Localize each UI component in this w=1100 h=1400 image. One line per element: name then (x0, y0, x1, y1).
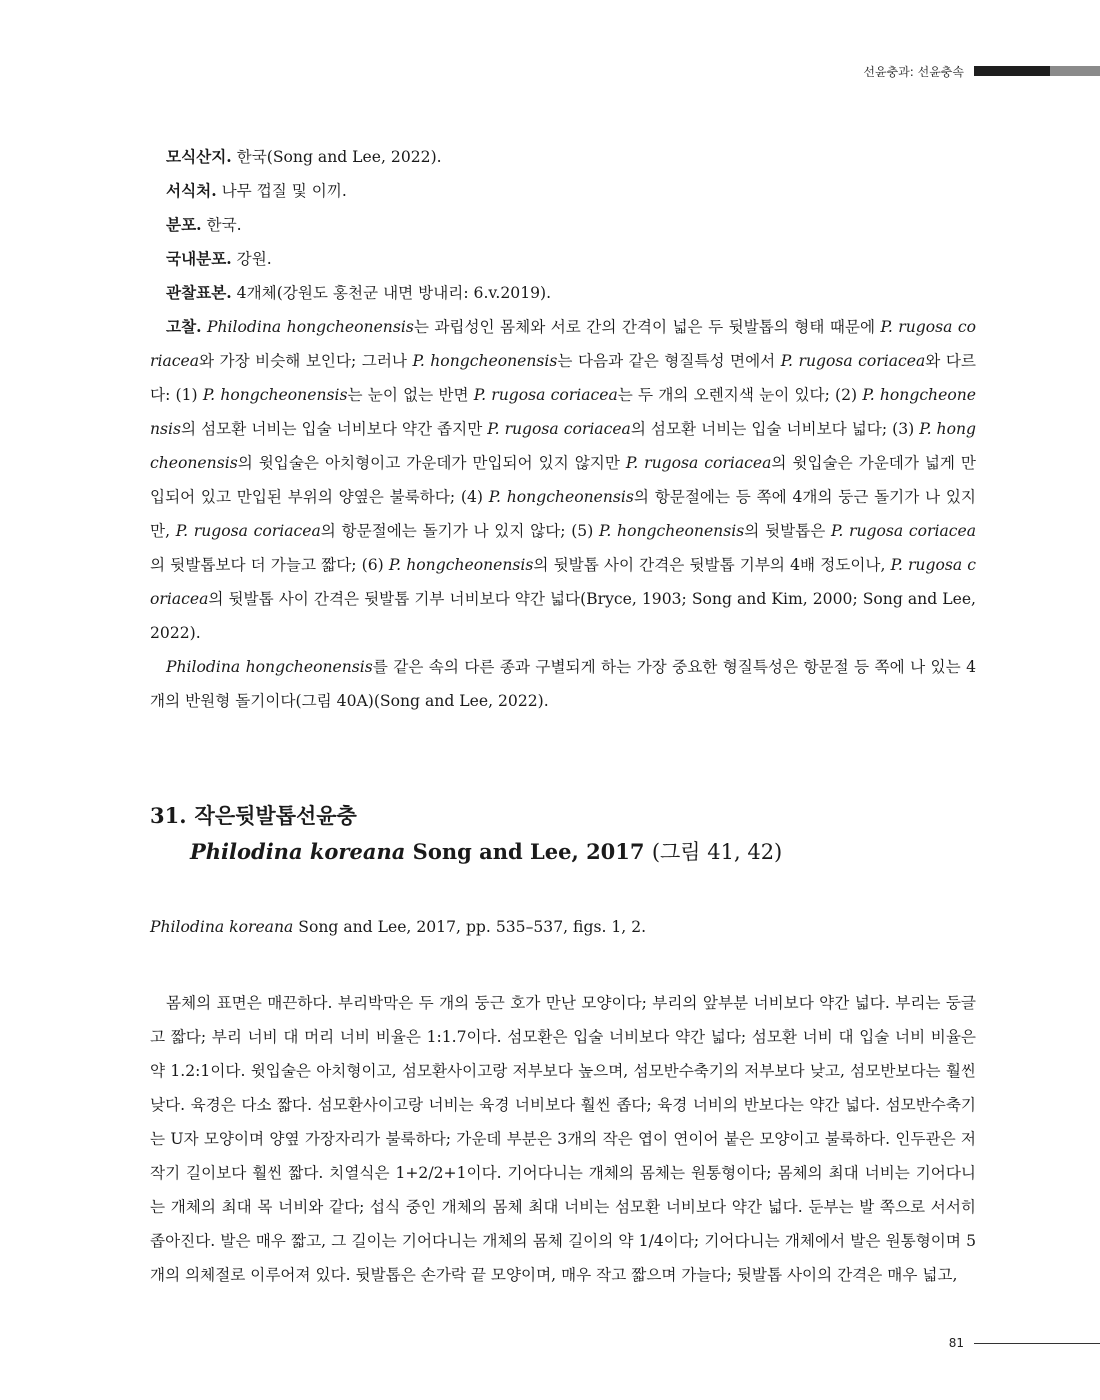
running-head-bar-dark (974, 66, 1050, 76)
text-run: 의 항문절에는 돌기가 나 있지 않다; (5) (320, 522, 600, 540)
entry-list (150, 140, 976, 310)
running-head (863, 62, 1100, 80)
running-head-bar-gray (1050, 66, 1100, 76)
species-name-run: P. hongcheonensis (202, 386, 348, 404)
entry-habitat (150, 174, 976, 208)
text-run: 는 다음과 같은 형질특성 면에서 (557, 352, 781, 370)
species-name-run: P. rugosa coriacea (473, 386, 618, 404)
text-run: 의 섬모환 너비는 입술 너비보다 넓다; (3) (630, 420, 920, 438)
species-name-run: Philodina hongcheonensis (207, 318, 414, 336)
entry-text: 4개체(강원도 홍천군 내면 방내리: 6.v.2019). (231, 284, 552, 302)
text-run: 의 뒷발톱은 (744, 522, 831, 540)
section-scientific-heading (150, 834, 976, 870)
entry-label: 서식처. (166, 181, 217, 200)
discussion-paragraph (150, 310, 976, 650)
species-name-run: P. hongcheonensis (412, 352, 558, 370)
section-number: 31. (150, 803, 187, 828)
text-run: 와 다르다: (1) (150, 352, 976, 404)
species-name-run: P. rugosa coriacea (625, 454, 772, 472)
entry-distribution (150, 208, 976, 242)
species-name-run: P. rugosa coriacea (780, 352, 926, 370)
discussion-paragraph-2 (150, 650, 976, 718)
entry-label: 모식산지. (166, 147, 232, 166)
text-run: 의 뒷발톱 사이 간격은 뒷발톱 기부 너비보다 약간 넓다(Bryce, 1903; Song and Kim, 2000; Song and Lee, 2022). (150, 590, 976, 642)
text-run: 의 항문절에는 등 쪽에 4개의 둥근 돌기가 나 있지만, (150, 488, 976, 540)
species-name-run: P. hongcheonensis (599, 522, 745, 540)
section-authority: Song and Lee, 2017 (405, 839, 652, 864)
text-run: 는 과립성인 몸체와 서로 간의 간격이 넓은 두 뒷발톱의 형태 때문에 (413, 318, 881, 336)
page-content (150, 140, 976, 1292)
entry-text: 강원. (231, 250, 272, 268)
text-run: 의 윗입술은 가운데가 넓게 만입되어 있고 만입된 부위의 양옆은 불룩하다; (4) (150, 454, 976, 506)
section-korean-name: 작은뒷발톱선윤충 (194, 803, 357, 828)
species-name-run: Philodina koreana (150, 918, 294, 936)
entry-text: 한국. (201, 216, 242, 234)
species-name-run: P. rugosa coriacea (175, 522, 321, 540)
section-figure-reference: (그림 41, 42) (651, 840, 783, 864)
section-heading (150, 798, 976, 834)
text-run: 의 섬모환 너비는 입술 너비보다 약간 좁지만 (181, 420, 488, 438)
entry-label: 국내분포. (166, 249, 232, 268)
running-head-text: 선윤충과: 선윤충속 (863, 64, 964, 79)
entry-type-locality (150, 140, 976, 174)
text-run: 를 같은 속의 다른 종과 구별되게 하는 가장 중요한 형질특성은 항문절 등 쪽에 나 있는 4개의 반원형 돌기이다(그림 40A)(Song and Lee, 2022). (150, 658, 976, 710)
section-scientific-name: Philodina koreana (190, 839, 406, 864)
text-run: 의 뒷발톱보다 더 가늘고 짧다; (6) (150, 556, 389, 574)
species-name-run: P. rugosa coriacea (830, 522, 976, 540)
discussion-label: 고찰. (166, 317, 202, 336)
species-name-run: P. hongcheonensis (150, 420, 976, 472)
text-run: 의 뒷발톱 사이 간격은 뒷발톱 기부의 4배 정도이나, (533, 556, 891, 574)
entry-domestic-distribution (150, 242, 976, 276)
text-run: Song and Lee, 2017, pp. 535–537, figs. 1, 2. (293, 918, 647, 936)
footer-rule (974, 1343, 1100, 1344)
synonymy-citation (150, 910, 976, 944)
species-name-run: P. hongcheonensis (150, 386, 976, 438)
text-run: 의 윗입술은 아치형이고 가운데가 만입되어 있지 않지만 (237, 454, 626, 472)
text-run: 는 눈이 없는 반면 (347, 386, 474, 404)
species-name-run: P. hongcheonensis (488, 488, 634, 506)
entry-label: 관찰표본. (166, 283, 232, 302)
page-number: 81 (948, 1336, 964, 1350)
entry-text: 한국(Song and Lee, 2022). (231, 148, 442, 166)
species-name-run: P. rugosa coriacea (150, 318, 976, 370)
species-name-run: P. rugosa coriacea (150, 556, 976, 608)
entry-text: 나무 껍질 및 이끼. (216, 182, 347, 200)
entry-label: 분포. (166, 215, 202, 234)
species-name-run: Philodina hongcheonensis (166, 658, 373, 676)
species-name-run: P. hongcheonensis (388, 556, 534, 574)
description-paragraph: 몸체의 표면은 매끈하다. 부리박막은 두 개의 둥근 호가 만난 모양이다; 부리의 앞부분 너비보다 약간 넓다. 부리는 둥글고 짧다; 부리 너비 대 머리 너비 비율은 1:1.7이다. 섬모환은 입술 너비보다 약간 넓다; 섬모환 너비 대 입술 너비 비율은 약 1.2:1이다. 윗입술은 아치형이고, 섬모환사이고랑 저부보다 높으며, 섬모반수축기의 저부보다 낮고, 섬모반보다는 훨씬 낮다. 육경은 다소 짧다. 섬모환사이고랑 너비는 육경 너비보다 훨씬 좁다; 육경 너비의 반보다는 약간 넓다. 섬모반수축기는 U자 모양이며 양옆 가장자리가 불룩하다; 가운데 부분은 3개의 작은 엽이 연이어 붙은 모양이고 불룩하다. 인두관은 저작기 길이보다 훨씬 짧다. 치열식은 1+2/2+1이다. 기어다니는 개체의 몸체는 원통형이다; 몸체의 최대 너비는 기어다니는 개체의 최대 목 너비와 같다; 섭식 중인 개체의 몸체 최대 너비는 섬모환 너비보다 약간 넓다. 둔부는 발 쪽으로 서서히 좁아진다. 발은 매우 짧고, 그 길이는 기어다니는 개체의 몸체 길이의 약 1/4이다; 기어다니는 개체에서 발은 원통형이며 5개의 의체절로 이루어져 있다. 뒷발톱은 손가락 끝 모양이며, 매우 작고 짧으며 가늘다; 뒷발톱 사이의 간격은 매우 넓고, (150, 994, 976, 1284)
text-run: 와 가장 비슷해 보인다; 그러나 (199, 352, 413, 370)
page-footer (949, 1335, 1100, 1351)
entry-material-examined (150, 276, 976, 310)
text-run: 는 두 개의 오렌지색 눈이 있다; (2) (617, 386, 863, 404)
species-name-run: P. rugosa coriacea (487, 420, 631, 438)
